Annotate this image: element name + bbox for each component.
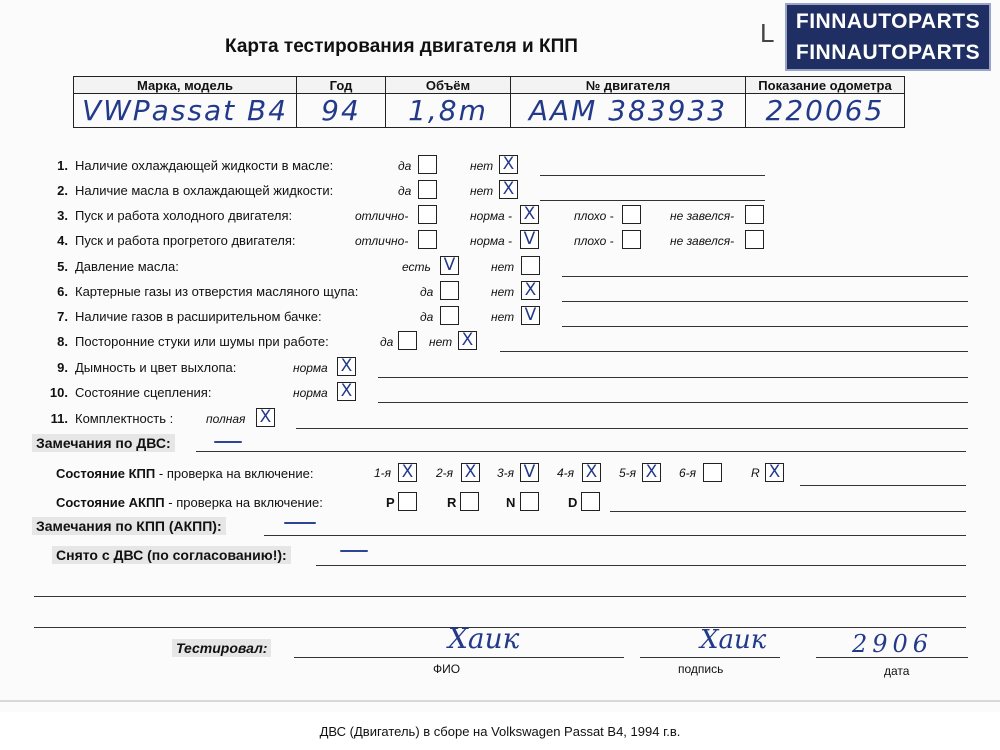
tested-by-label: Тестировал: <box>172 639 271 657</box>
engine-remarks-label: Замечания по ДВС: <box>32 434 175 452</box>
check-mark: X <box>524 280 537 300</box>
check-mark: X <box>340 356 353 376</box>
gear-check-mark: X <box>585 462 598 482</box>
item-number: 9. <box>57 360 68 375</box>
item-number: 4. <box>57 233 68 248</box>
gear-check-mark: X <box>768 462 781 482</box>
gear-check-mark: V <box>523 462 536 482</box>
gear-label: 6-я <box>679 466 697 480</box>
item-checkbox[interactable] <box>398 331 417 350</box>
item-option-label: нет <box>491 260 515 274</box>
card-title: Карта тестирования двигателя и КПП <box>225 36 578 57</box>
gear-label: 5-я <box>619 466 637 480</box>
value-model: VWPassat B4 <box>74 94 297 128</box>
item-option-label: да <box>420 310 434 324</box>
value-engine-number: AAM 383933 <box>511 94 746 128</box>
kpp-label: Состояние КПП <box>56 466 156 481</box>
akpp-line <box>610 511 966 512</box>
item-answer-line <box>500 351 968 352</box>
fio-handwriting: Хаик <box>448 622 520 655</box>
kpp-row <box>56 466 313 481</box>
header-model: Марка, модель <box>74 77 297 94</box>
akpp-position-label: P <box>386 495 395 510</box>
item-answer-line <box>562 326 968 327</box>
item-option-label: нет <box>470 159 494 173</box>
logo-text-1: FINNAUTOPARTS <box>795 10 981 33</box>
item-option-label: есть <box>402 260 431 274</box>
item-checkbox[interactable] <box>440 281 459 300</box>
item-option-label: не завелся- <box>670 209 735 223</box>
akpp-position-label: N <box>506 495 516 510</box>
page-number-fragment: L <box>760 18 775 48</box>
check-mark: X <box>259 407 272 427</box>
value-odometer: 220065 <box>746 94 905 128</box>
item-number: 11. <box>50 411 68 426</box>
value-volume: 1,8m <box>386 94 511 128</box>
item-label: Наличие охлаждающей жидкости в масле: <box>75 158 334 173</box>
removed-line <box>316 565 966 566</box>
item-label: Давление масла: <box>75 259 179 274</box>
item-answer-line <box>296 428 968 429</box>
item-number: 2. <box>57 183 68 198</box>
item-checkbox[interactable] <box>418 180 437 199</box>
item-answer-line <box>540 200 765 201</box>
item-option-label: нет <box>491 310 515 324</box>
item-checkbox[interactable] <box>622 205 641 224</box>
item-checkbox[interactable] <box>440 306 459 325</box>
akpp-position-label: R <box>447 495 457 510</box>
image-caption: ДВС (Двигатель) в сборе на Volkswagen Passat B4, 1994 г.в. <box>319 724 681 739</box>
item-label: Пуск и работа прогретого двигателя: <box>75 233 296 248</box>
akpp-checkbox[interactable] <box>398 492 417 511</box>
akpp-checkbox[interactable] <box>520 492 539 511</box>
removed-dash <box>340 550 368 552</box>
item-answer-line <box>378 377 968 378</box>
akpp-suffix: - проверка на включение: <box>168 495 323 510</box>
gear-check-mark: X <box>401 462 414 482</box>
gear-label: 3-я <box>497 466 515 480</box>
item-option-label: норма - <box>470 234 513 248</box>
header-engine-number: № двигателя <box>511 77 746 94</box>
item-label: Посторонние стуки или шумы при работе: <box>75 334 329 349</box>
removed-label: Снято с ДВС (по согласованию!): <box>52 546 291 564</box>
item-number: 1. <box>57 158 68 173</box>
gear-label: R <box>751 466 760 480</box>
vehicle-info-table <box>73 76 905 128</box>
item-answer-line <box>562 301 968 302</box>
item-checkbox[interactable] <box>521 256 540 275</box>
item-option-label: норма <box>293 386 328 400</box>
item-number: 5. <box>57 259 68 274</box>
item-answer-line <box>540 175 765 176</box>
check-mark: V <box>524 305 537 325</box>
item-checkbox[interactable] <box>745 230 764 249</box>
engine-remarks-dash <box>214 441 242 443</box>
signature-handwriting: Хаик <box>700 625 767 655</box>
date-label: дата <box>884 664 910 678</box>
kpp-line <box>800 485 966 486</box>
fio-label: ФИО <box>433 662 461 676</box>
item-option-label: да <box>420 285 434 299</box>
akpp-checkbox[interactable] <box>460 492 479 511</box>
item-option-label: нет <box>470 184 494 198</box>
check-mark: V <box>443 255 456 275</box>
item-checkbox[interactable] <box>418 230 437 249</box>
item-checkbox[interactable] <box>418 155 437 174</box>
item-number: 8. <box>57 334 68 349</box>
blank-line-1 <box>34 596 966 597</box>
check-mark: V <box>523 229 536 249</box>
item-option-label: плохо - <box>574 234 614 248</box>
item-option-label: да <box>380 335 394 349</box>
kpp-remarks-label: Замечания по КПП (АКПП): <box>32 517 226 535</box>
value-year: 94 <box>297 94 386 128</box>
check-mark: X <box>340 381 353 401</box>
item-number: 7. <box>57 309 68 324</box>
gear-check-mark: X <box>464 462 477 482</box>
item-label: Наличие газов в расширительном бачке: <box>75 309 322 324</box>
header-volume: Объём <box>386 77 511 94</box>
item-label: Дымность и цвет выхлопа: <box>75 360 237 375</box>
akpp-row <box>56 495 323 510</box>
item-option-label: плохо - <box>574 209 614 223</box>
engine-remarks-line <box>196 451 966 452</box>
item-option-label: да <box>398 184 412 198</box>
item-number: 6. <box>57 284 68 299</box>
kpp-remarks-dash <box>284 522 316 524</box>
item-number: 3. <box>57 208 68 223</box>
item-option-label: отлично- <box>355 234 409 248</box>
item-option-label: нет <box>491 285 515 299</box>
item-option-label: да <box>398 159 412 173</box>
item-option-label: норма <box>293 361 328 375</box>
item-label: Наличие масла в охлаждающей жидкости: <box>75 183 334 198</box>
gear-label: 1-я <box>374 466 392 480</box>
item-checkbox[interactable] <box>745 205 764 224</box>
item-label: Комплектность : <box>75 411 174 426</box>
header-year: Год <box>297 77 386 94</box>
akpp-position-label: D <box>568 495 578 510</box>
gear-checkbox[interactable] <box>703 463 722 482</box>
item-label: Картерные газы из отверстия масляного щупа: <box>75 284 359 299</box>
kpp-remarks-line <box>264 535 966 536</box>
signature-line <box>640 657 780 658</box>
item-checkbox[interactable] <box>418 205 437 224</box>
sheet-edge <box>0 700 1000 702</box>
item-option-label: отлично- <box>355 209 409 223</box>
item-checkbox[interactable] <box>622 230 641 249</box>
item-label: Состояние сцепления: <box>75 385 212 400</box>
date-handwriting: 2906 <box>852 630 934 658</box>
check-mark: X <box>461 330 474 350</box>
gear-label: 4-я <box>557 466 575 480</box>
item-option-label: нет <box>429 335 453 349</box>
gear-label: 2-я <box>436 466 454 480</box>
check-mark: X <box>502 154 515 174</box>
item-option-label: полная <box>206 412 246 426</box>
signature-label: подпись <box>678 662 724 676</box>
finnautoparts-logo <box>785 3 991 71</box>
header-odometer: Показание одометра <box>746 77 905 94</box>
item-number: 10. <box>49 385 68 400</box>
kpp-suffix: - проверка на включение: <box>158 466 314 481</box>
akpp-label: Состояние АКПП <box>56 495 165 510</box>
logo-text-2: FINNAUTOPARTS <box>795 41 981 64</box>
check-mark: X <box>523 204 536 224</box>
check-mark: X <box>502 179 515 199</box>
fio-line <box>294 657 624 658</box>
item-label: Пуск и работа холодного двигателя: <box>75 208 293 223</box>
akpp-checkbox[interactable] <box>581 492 600 511</box>
item-answer-line <box>562 276 968 277</box>
item-option-label: не завелся- <box>670 234 735 248</box>
gear-check-mark: X <box>645 462 658 482</box>
item-option-label: норма - <box>470 209 513 223</box>
item-answer-line <box>378 402 968 403</box>
